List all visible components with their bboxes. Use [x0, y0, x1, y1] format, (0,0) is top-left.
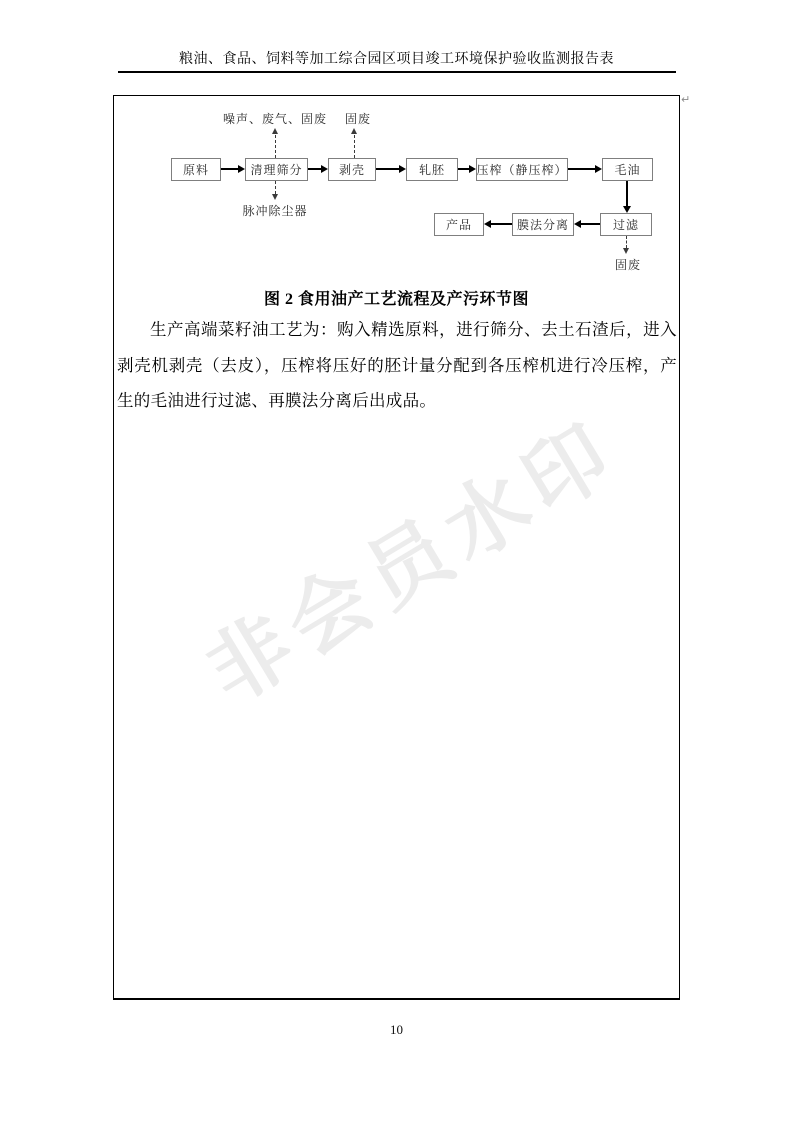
arrow-shelling-to-flaking: [376, 168, 399, 170]
node-cleaning-sieving: 清理筛分: [245, 158, 308, 181]
process-description-paragraph: 生产高端菜籽油工艺为：购入精选原料，进行筛分、去土石渣后，进入剥壳机剥壳（去皮），压榨将压好的胚计量分配到各压榨机进行冷压榨，产生的毛油进行过滤、再膜法分离后出成品。: [117, 320, 677, 410]
node-flaking: 轧胚: [406, 158, 458, 181]
node-product: 产品: [434, 213, 484, 236]
arrowhead-shelling-to-flaking: [399, 165, 406, 173]
arrow-flaking-to-pressing: [458, 168, 469, 170]
arrow-raw-to-cleaning: [221, 168, 238, 170]
node-raw-material: 原料: [171, 158, 221, 181]
arrow-pressing-to-crude: [568, 168, 595, 170]
arrowhead-flaking-to-pressing: [469, 165, 476, 173]
arrow-membrane-to-product: [491, 223, 512, 225]
label-solid-waste-top: 固废: [344, 112, 371, 126]
node-crude-oil: 毛油: [602, 158, 653, 181]
node-shelling: 剥壳: [328, 158, 376, 181]
arrowhead-cleaning-to-shelling: [321, 165, 328, 173]
arrow-crude-to-filtration: [626, 181, 628, 206]
header-rule: [118, 71, 676, 73]
dashed-line-cleaning-down: [275, 181, 276, 194]
dashed-line-cleaning-up: [275, 135, 276, 158]
document-header-title: 粮油、食品、饲料等加工综合园区项目竣工环境保护验收监测报告表: [179, 52, 614, 67]
node-filtration: 过滤: [600, 213, 652, 236]
arrowhead-filtration-to-membrane: [574, 220, 581, 228]
arrow-cleaning-to-shelling: [308, 168, 321, 170]
arrowhead-down-dust-collector: [272, 194, 278, 200]
arrowhead-up-shelling: [351, 128, 357, 134]
label-solid-waste-bottom: 固废: [614, 258, 641, 272]
dashed-line-shelling-up: [354, 135, 355, 158]
dashed-line-filtration-down: [626, 236, 627, 248]
label-noise-gas-solid-waste: 噪声、废气、固废: [222, 112, 327, 126]
node-membrane-separation: 膜法分离: [512, 213, 574, 236]
page-number: 10: [390, 1022, 403, 1037]
process-flowchart: [114, 96, 679, 306]
arrowhead-raw-to-cleaning: [238, 165, 245, 173]
arrowhead-up-cleaning: [272, 128, 278, 134]
arrowhead-pressing-to-crude: [595, 165, 602, 173]
content-frame: [113, 95, 680, 1000]
watermark-text: 非会员水印: [192, 404, 634, 720]
arrow-filtration-to-membrane: [581, 223, 600, 225]
figure-caption: 图 2 食用油产工艺流程及产污环节图: [263, 291, 529, 308]
label-pulse-dust-collector: 脉冲除尘器: [242, 204, 308, 218]
arrowhead-crude-to-filtration: [623, 206, 631, 213]
arrowhead-membrane-to-product: [484, 220, 491, 228]
arrowhead-down-solid-waste: [623, 248, 629, 254]
node-pressing: 压榨（静压榨）: [476, 158, 568, 181]
paragraph-anchor-icon: ↵: [681, 93, 691, 106]
